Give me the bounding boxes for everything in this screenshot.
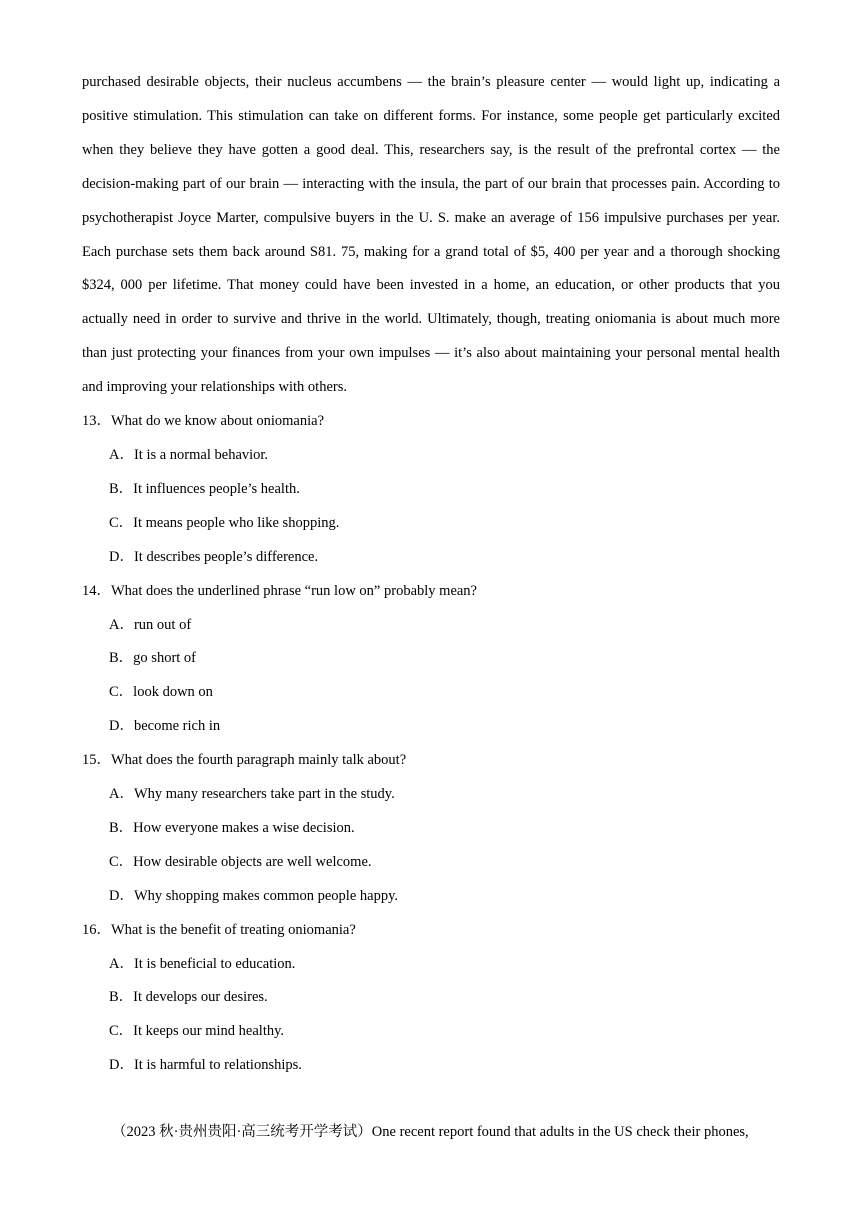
question-stem: 16．What is the benefit of treating oniomania? [82,921,356,938]
option-a: A．It is beneficial to education. [109,955,296,972]
question-16 [82,914,780,1084]
section-gap [82,1083,780,1116]
option-d: D．It is harmful to relationships. [109,1057,302,1074]
question-14 [82,575,780,745]
option-b: B．It influences people’s health. [109,480,300,497]
option-c: C．It keeps our mind healthy. [109,1023,285,1040]
question-stem: 15．What does the fourth paragraph mainly talk about? [82,752,407,769]
option-a: A．It is a normal behavior. [109,446,269,463]
option-b: B．It develops our desires. [109,989,268,1006]
option-b: B．go short of [109,650,196,667]
option-d: D．Why shopping makes common people happy. [109,887,399,904]
option-c: C．It means people who like shopping. [109,514,340,531]
option-a: A．run out of [109,616,192,633]
option-c: C．How desirable objects are well welcome. [109,853,372,870]
option-d: D．become rich in [109,718,221,735]
document-page [82,66,780,1150]
question-13 [82,405,780,575]
passage-paragraph: purchased desirable objects, their nucleus accumbens — the brain’s pleasure center — would light up, indicating a positive stimulation. This stimulation can take on different forms. For instance, some people get particularly excited when they believe they have gotten a good deal. This, researchers say, is the result of the prefrontal cortex — the decision-making part of our brain — interacting with the insula, the part of our brain that processes pain. According to psychotherapist Joyce Marter, compulsive buyers in the U. S. make an average of 156 impulsive purchases per year. Each purchase sets them back around S81. 75, making for a grand total of $5, 400 per year and a thorough shocking $324, 000 per lifetime. That money could have been invested in a home, an education, or other products that you actually need in order to survive and thrive in the world. Ultimately, though, treating oniomania is about much more than just protecting your finances from your own impulses — it’s also about maintaining your personal mental health and improving your relationships with others. [82,74,780,396]
option-d: D．It describes people’s difference. [109,548,319,565]
option-a: A．Why many researchers take part in the study. [109,786,395,803]
question-stem: 13．What do we know about oniomania? [82,413,325,430]
option-c: C．look down on [109,684,213,701]
next-passage-intro: （2023 秋·贵州贵阳·高三统考开学考试）One recent report found that adults in the US check their phones, [112,1124,749,1141]
question-stem: 14．What does the underlined phrase “run low on” probably mean? [82,582,477,599]
option-b: B．How everyone makes a wise decision. [109,819,355,836]
question-15 [82,744,780,914]
